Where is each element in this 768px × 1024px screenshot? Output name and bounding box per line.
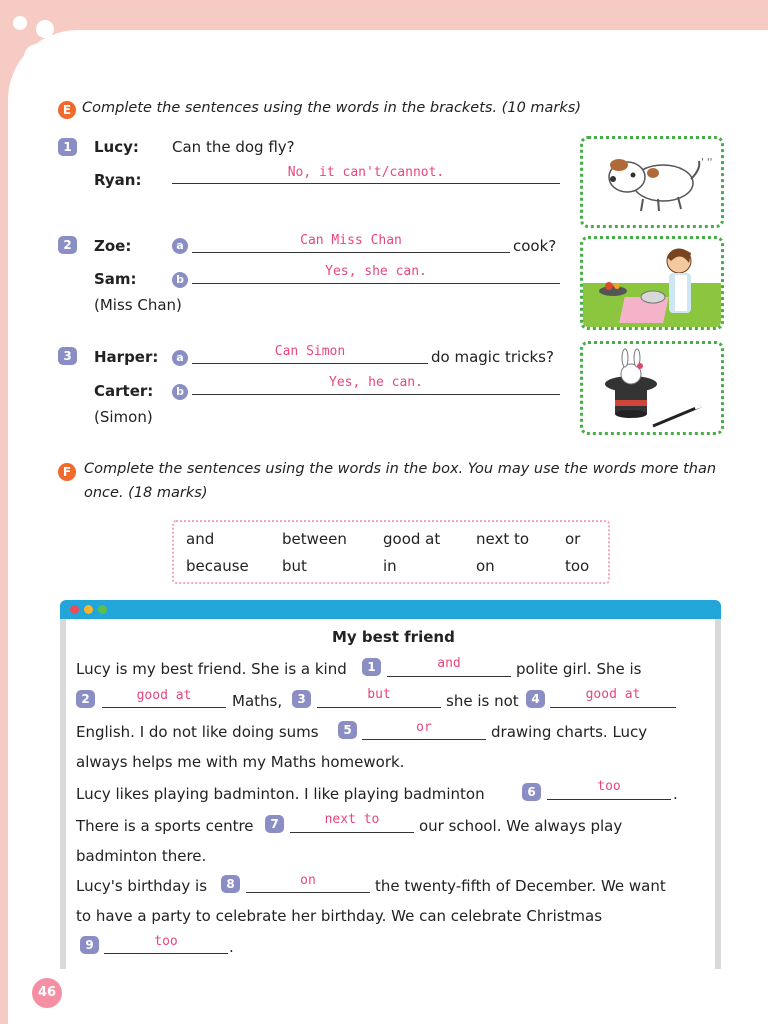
blank-number-1: 1 — [362, 658, 381, 676]
question-3-end: do magic tricks? — [431, 348, 554, 366]
blank-number-8: 8 — [221, 875, 240, 893]
passage-text: . — [229, 938, 234, 956]
speaker-sam: Sam: — [94, 270, 137, 288]
passage-text: drawing charts. Lucy — [491, 723, 648, 741]
word-option: next to — [476, 530, 530, 548]
passage-text: Lucy likes playing badminton. I like playing badminton — [76, 785, 485, 803]
letter-b-icon: b — [172, 384, 188, 400]
answer-line — [192, 394, 560, 395]
letter-a-icon: a — [172, 238, 188, 254]
blank-answer-7[interactable]: next to — [324, 812, 380, 827]
blank-answer-2[interactable]: good at — [136, 688, 192, 703]
passage-text: the twenty-fifth of December. We want — [375, 877, 666, 895]
blank-number-7: 7 — [265, 815, 284, 833]
answer-line — [192, 283, 560, 284]
answer-1[interactable]: No, it can't/cannot. — [287, 165, 445, 180]
word-option: because — [186, 557, 249, 575]
passage-text: . — [673, 785, 678, 803]
section-f-icon: F — [58, 463, 76, 481]
dog-illustration — [580, 136, 724, 228]
blank-answer-1[interactable]: and — [437, 656, 461, 671]
blank-answer-8[interactable]: on — [300, 873, 316, 888]
answer-line — [192, 363, 428, 364]
bracket-miss-chan: (Miss Chan) — [94, 296, 182, 314]
section-e-icon: E — [58, 101, 76, 119]
letter-a-icon: a — [172, 350, 188, 366]
decor-bubble — [13, 16, 27, 30]
word-option: and — [186, 530, 215, 548]
speaker-carter: Carter: — [94, 382, 154, 400]
passage-text: Lucy is my best friend. She is a kind — [76, 660, 347, 678]
passage-card-header — [60, 600, 721, 619]
section-e-instruction: Complete the sentences using the words in the brackets. (10 marks) — [82, 100, 581, 116]
question-number-1: 1 — [58, 138, 77, 156]
question-1-line: Can the dog fly? — [172, 138, 295, 156]
speaker-harper: Harper: — [94, 348, 159, 366]
blank-answer-5[interactable]: or — [416, 720, 432, 735]
answer-line — [172, 183, 560, 184]
answer-line — [387, 676, 511, 677]
yellow-dot-icon — [84, 605, 93, 614]
answer-line — [104, 953, 228, 954]
blank-answer-4[interactable]: good at — [585, 687, 641, 702]
word-option: on — [476, 557, 495, 575]
passage-text: There is a sports centre — [76, 817, 254, 835]
page-number: 46 — [32, 978, 62, 1008]
answer-line — [192, 252, 510, 253]
magic-hat-illustration — [580, 341, 724, 435]
bracket-simon: (Simon) — [94, 408, 153, 426]
answer-line — [102, 707, 226, 708]
word-option: in — [383, 557, 397, 575]
passage-text: always helps me with my Maths homework. — [76, 753, 405, 771]
blank-answer-3[interactable]: but — [367, 687, 391, 702]
answer-2b[interactable]: Yes, she can. — [325, 264, 427, 279]
passage-text: she is not — [446, 692, 519, 710]
passage-text: our school. We always play — [419, 817, 623, 835]
passage-text: Lucy's birthday is — [76, 877, 208, 895]
question-number-2: 2 — [58, 236, 77, 254]
answer-3a[interactable]: Can Simon — [274, 344, 346, 359]
answer-line — [317, 707, 441, 708]
section-f-instruction-2: once. (18 marks) — [84, 485, 208, 501]
blank-answer-6[interactable]: too — [597, 779, 621, 794]
passage-text: polite girl. She is — [516, 660, 642, 678]
word-option: too — [565, 557, 590, 575]
blank-answer-9[interactable]: too — [154, 934, 178, 949]
section-f-instruction-1: Complete the sentences using the words in the box. You may use the words more than — [84, 461, 717, 477]
decor-bubble — [36, 20, 54, 38]
question-number-3: 3 — [58, 347, 77, 365]
answer-line — [362, 739, 486, 740]
word-option: but — [282, 557, 307, 575]
speaker-lucy: Lucy: — [94, 138, 139, 156]
speaker-ryan: Ryan: — [94, 171, 142, 189]
letter-b-icon: b — [172, 272, 188, 288]
blank-number-6: 6 — [522, 783, 541, 801]
answer-line — [547, 799, 671, 800]
answer-3b[interactable]: Yes, he can. — [329, 375, 423, 390]
blank-number-3: 3 — [292, 690, 311, 708]
blank-number-9: 9 — [80, 936, 99, 954]
answer-line — [550, 707, 676, 708]
passage-text: English. I do not like doing sums — [76, 723, 319, 741]
blank-number-4: 4 — [526, 690, 545, 708]
blank-number-2: 2 — [76, 690, 95, 708]
red-dot-icon — [70, 605, 79, 614]
word-option: or — [565, 530, 581, 548]
cooking-illustration — [580, 236, 724, 330]
answer-line — [290, 832, 414, 833]
passage-card-border-right — [715, 619, 721, 969]
passage-text: to have a party to celebrate her birthday. We can celebrate Christmas — [76, 907, 603, 925]
decor-bubble — [24, 44, 50, 70]
passage-card-border-left — [60, 619, 66, 969]
word-option: good at — [383, 530, 441, 548]
passage-text: badminton there. — [76, 847, 207, 865]
passage-text: Maths, — [232, 692, 283, 710]
answer-line — [246, 892, 370, 893]
passage-title: My best friend — [332, 628, 455, 646]
word-option: between — [282, 530, 347, 548]
answer-2a[interactable]: Can Miss Chan — [300, 233, 402, 248]
question-2-end: cook? — [513, 237, 557, 255]
speaker-zoe: Zoe: — [94, 237, 132, 255]
green-dot-icon — [98, 605, 107, 614]
svg-text:' '': ' '' — [701, 157, 713, 168]
blank-number-5: 5 — [338, 721, 357, 739]
